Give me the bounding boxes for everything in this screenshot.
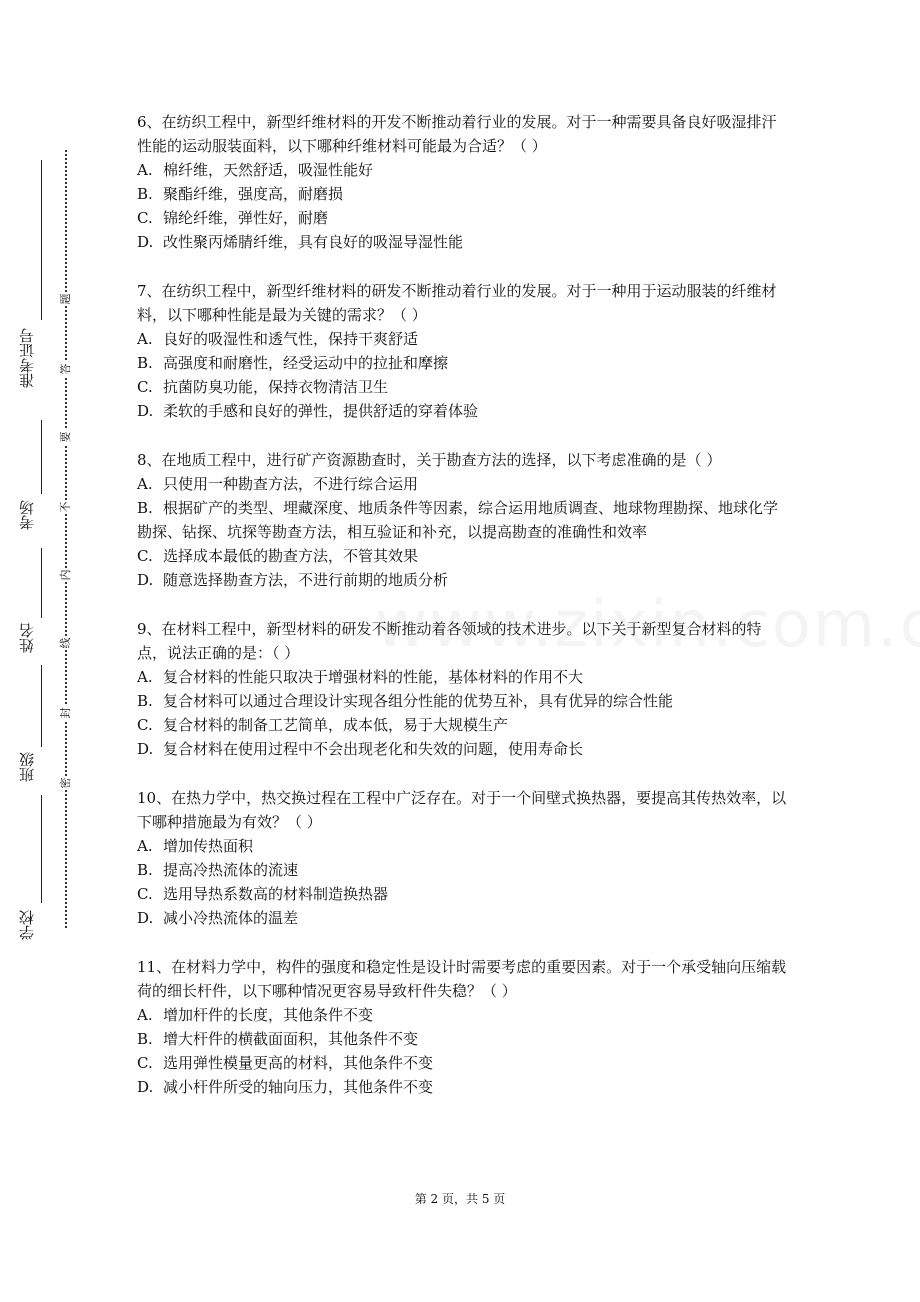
option-c [137, 882, 787, 906]
option-text: 减小杆件所受的轴向压力，其他条件不变 [163, 1078, 434, 1096]
exam-number-line [41, 160, 42, 320]
option-letter: C. [137, 547, 153, 565]
option-d [137, 230, 787, 254]
option-a [137, 158, 787, 182]
school-label: 学校 [18, 910, 36, 940]
option-text: 根据矿产的类型、埋藏深度、地质条件等因素，综合运用地质调查、地球物理勘探、地球化学勘探、钻探、坑探等勘查方法，相互验证和补充，以提高勘查的准确性和效率 [137, 499, 779, 541]
option-letter: C. [137, 1054, 153, 1072]
option-a [137, 1003, 787, 1027]
question-stem: 11、在材料力学中，构件的强度和稳定性是设计时需要考虑的重要因素。对于一个承受轴向压缩载荷的细长杆件，以下哪种情况更容易导致杆件失稳？（ ） [137, 958, 787, 1000]
option-b [137, 351, 787, 375]
option-text: 复合材料可以通过合理设计实现各组分性能的优势互补，具有优异的综合性能 [163, 692, 674, 710]
option-d [137, 1075, 787, 1099]
option-c [137, 375, 787, 399]
option-letter: A. [137, 330, 153, 348]
option-c [137, 206, 787, 230]
seal-char: 不 [59, 501, 72, 513]
binding-margin [0, 0, 110, 1302]
option-text: 棉纤维，天然舒适，吸湿性能好 [163, 161, 374, 179]
question-11 [137, 955, 787, 1099]
option-text: 复合材料在使用过程中不会出现老化和失效的问题，使用寿命长 [163, 740, 584, 758]
option-letter: B. [137, 185, 153, 203]
seal-char: 题 [59, 293, 72, 305]
option-letter: A. [137, 668, 153, 686]
option-letter: B. [137, 861, 153, 879]
option-a [137, 472, 787, 496]
option-letter: A. [137, 1006, 153, 1024]
option-letter: D. [137, 233, 154, 251]
option-text: 选择成本最低的勘查方法，不管其效果 [163, 547, 419, 565]
question-stem: 7、在纺织工程中，新型纤维材料的研发不断推动着行业的发展。对于一种用于运动服装的纤维材料，以下哪种性能是最为关键的需求？（ ） [137, 282, 777, 324]
option-text: 减小冷热流体的温差 [163, 909, 299, 927]
class-line [41, 665, 42, 747]
option-letter: C. [137, 716, 153, 734]
question-stem: 8、在地质工程中，进行矿产资源勘查时，关于勘查方法的选择，以下考虑准确的是（ ） [137, 451, 722, 469]
option-b [137, 689, 787, 713]
option-b [137, 496, 787, 544]
option-letter: D. [137, 571, 154, 589]
question-10 [137, 786, 787, 930]
option-text: 抗菌防臭功能，保持衣物清洁卫生 [163, 378, 389, 396]
option-letter: B. [137, 354, 153, 372]
question-8 [137, 448, 787, 592]
option-letter: D. [137, 909, 154, 927]
option-text: 改性聚丙烯腈纤维，具有良好的吸湿导湿性能 [163, 233, 464, 251]
seal-dotted-line [65, 150, 67, 928]
option-c [137, 544, 787, 568]
option-letter: B. [137, 1030, 153, 1048]
option-text: 提高冷热流体的流速 [163, 861, 299, 879]
option-letter: D. [137, 1078, 154, 1096]
option-letter: C. [137, 209, 153, 227]
seal-char: 密 [59, 777, 72, 789]
option-text: 选用弹性模量更高的材料，其他条件不变 [163, 1054, 434, 1072]
option-text: 柔软的手感和良好的弹性，提供舒适的穿着体验 [163, 402, 479, 420]
option-letter: C. [137, 378, 153, 396]
question-stem: 10、在热力学中，热交换过程在工程中广泛存在。对于一个间壁式换热器，要提高其传热效率，以下哪种措施最为有效？（ ） [137, 789, 787, 831]
option-text: 锦纶纤维，弹性好，耐磨 [163, 209, 329, 227]
name-label: 姓名 [18, 623, 36, 653]
option-d [137, 906, 787, 930]
question-9 [137, 617, 787, 761]
option-text: 增加传热面积 [163, 837, 254, 855]
option-d [137, 737, 787, 761]
question-stem: 6、在纺织工程中，新型纤维材料的开发不断推动着行业的发展。对于一种需要具备良好吸湿排汗性能的运动服装面料，以下哪种纤维材料可能最为合适？（ ） [137, 113, 777, 155]
option-letter: D. [137, 402, 154, 420]
seal-char: 封 [59, 707, 72, 719]
option-text: 复合材料的制备工艺简单，成本低，易于大规模生产 [163, 716, 509, 734]
option-text: 良好的吸湿性和透气性，保持干爽舒适 [163, 330, 419, 348]
seal-char: 线 [59, 637, 72, 649]
seal-char: 答 [59, 363, 72, 375]
option-text: 复合材料的性能只取决于增强材料的性能，基体材料的作用不大 [163, 668, 584, 686]
option-letter: A. [137, 161, 153, 179]
exam-number-label: 准考证号 [18, 328, 36, 388]
option-text: 只使用一种勘查方法，不进行综合运用 [163, 475, 419, 493]
option-c [137, 713, 787, 737]
option-c [137, 1051, 787, 1075]
exam-room-label: 考场 [18, 500, 36, 530]
option-letter: A. [137, 837, 153, 855]
option-b [137, 182, 787, 206]
option-a [137, 327, 787, 351]
option-d [137, 568, 787, 592]
school-line [41, 795, 42, 903]
option-text: 选用导热系数高的材料制造换热器 [163, 885, 389, 903]
seal-char: 内 [59, 569, 72, 581]
option-text: 高强度和耐磨性，经受运动中的拉扯和摩擦 [163, 354, 449, 372]
question-list [137, 110, 787, 1124]
option-a [137, 665, 787, 689]
option-letter: C. [137, 885, 153, 903]
option-text: 聚酯纤维，强度高，耐磨损 [163, 185, 344, 203]
page-footer: 第 2 页，共 5 页 [414, 1192, 506, 1206]
question-7 [137, 279, 787, 423]
option-letter: D. [137, 740, 154, 758]
option-b [137, 858, 787, 882]
question-stem: 9、在材料工程中，新型材料的研发不断推动着各领域的技术进步。以下关于新型复合材料的特点，说法正确的是：（ ） [137, 620, 762, 662]
exam-room-line [41, 420, 42, 494]
option-d [137, 399, 787, 423]
option-text: 增加杆件的长度，其他条件不变 [163, 1006, 374, 1024]
option-a [137, 834, 787, 858]
option-b [137, 1027, 787, 1051]
option-letter: B. [137, 499, 153, 517]
option-text: 随意选择勘查方法，不进行前期的地质分析 [163, 571, 449, 589]
name-line [41, 548, 42, 618]
option-letter: B. [137, 692, 153, 710]
class-label: 班级 [18, 752, 36, 782]
question-6 [137, 110, 787, 254]
option-text: 增大杆件的横截面面积，其他条件不变 [163, 1030, 419, 1048]
seal-char: 要 [59, 431, 72, 443]
option-letter: A. [137, 475, 153, 493]
